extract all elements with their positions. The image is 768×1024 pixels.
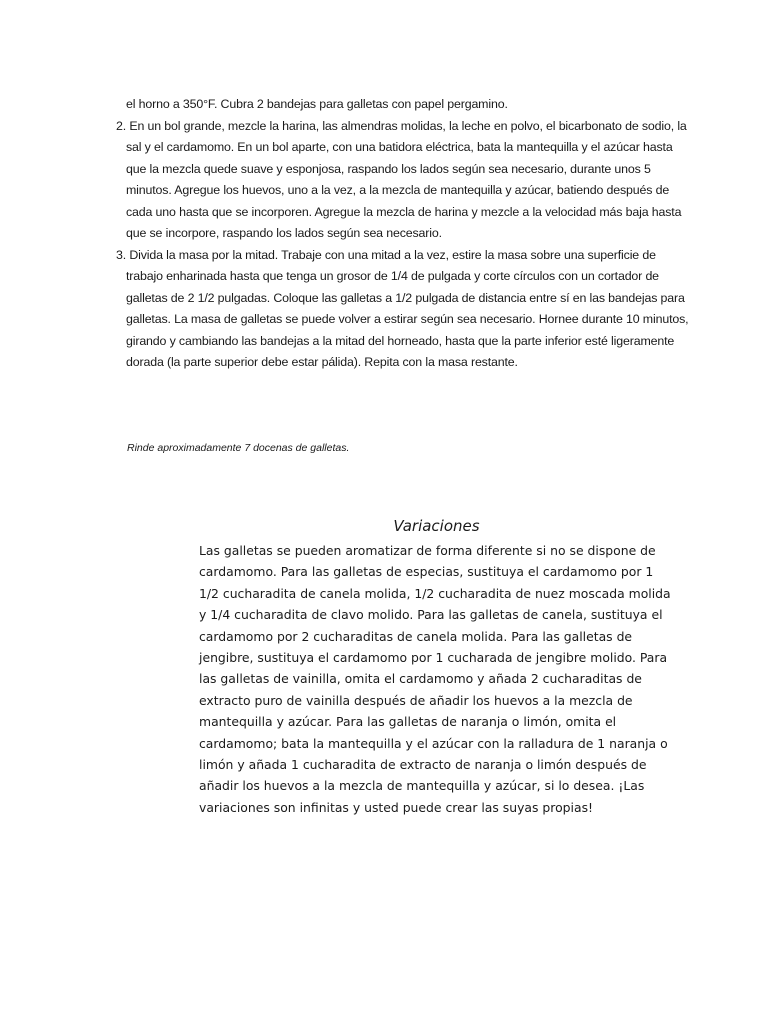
recipe-steps [100,94,690,374]
step-3 [100,245,690,374]
variations-heading: Variaciones [393,517,480,535]
step-text: En un bol grande, mezcle la harina, las almendras molidas, la leche en polvo, el bicarbonato de sodio, la sal y el cardamomo. En un bol aparte, con una batidora eléctrica, bata la mantequilla y el azúcar hasta que la mezcla quede suave y esponjosa, raspando los lados según sea necesario, durante unos 5 minutos. Agregue los huevos, uno a la vez, a la mezcla de mantequilla y azúcar, batiendo después de cada uno hasta que se incorporen. Agregue la mezcla de harina y mezcle a la velocidad más baja hasta que se incorpore, raspando los lados según sea necesario. [126,118,687,240]
yield-note: Rinde aproximadamente 7 docenas de galletas. [127,442,350,454]
step-1-continuation: el horno a 350°F. Cubra 2 bandejas para galletas con papel pergamino. [126,97,508,111]
step-number: 2. [116,118,127,133]
step-2 [100,116,690,245]
variations-paragraph: Las galletas se pueden aromatizar de forma diferente si no se dispone de cardamomo. Para las galletas de especias, sustituya el cardamomo por 1 1/2 cucharadita de canela molida, 1/2 cucharadita de nuez moscada molida y 1/4 cucharadita de clavo molido. Para las galletas de canela, sustituya el cardamomo por 2 cucharaditas de canela molida. Para las galletas de jengibre, sustituya el cardamomo por 1 cucharada de jengibre molido. Para las galletas de vainilla, omita el cardamomo y añada 2 cucharaditas de extracto puro de vainilla después de añadir los huevos a la mezcla de mantequilla y azúcar. Para las galletas de naranja o limón, omita el cardamomo; bata la mantequilla y el azúcar con la ralladura de 1 naranja o limón y añada 1 cucharadita de extracto de naranja o limón después de añadir los huevos a la mezcla de mantequilla y azúcar, si lo desea. ¡Las variaciones son infinitas y usted puede crear las suyas propias! [199,543,671,815]
step-text: Divida la masa por la mitad. Trabaje con una mitad a la vez, estire la masa sobre una superficie de trabajo enharinada hasta que tenga un grosor de 1/4 de pulgada y corte círculos con un cortador de galletas de 2 1/2 pulgadas. Coloque las galletas a 1/2 pulgada de distancia entre sí en las bandejas para galletas. La masa de galletas se puede volver a estirar según sea necesario. Hornee durante 10 minutos, girando y cambiando las bandejas a la mitad del horneado, hasta que la parte inferior esté ligeramente dorada (la parte superior debe estar pálida). Repita con la masa restante. [126,247,689,369]
step-number: 3. [116,247,127,262]
